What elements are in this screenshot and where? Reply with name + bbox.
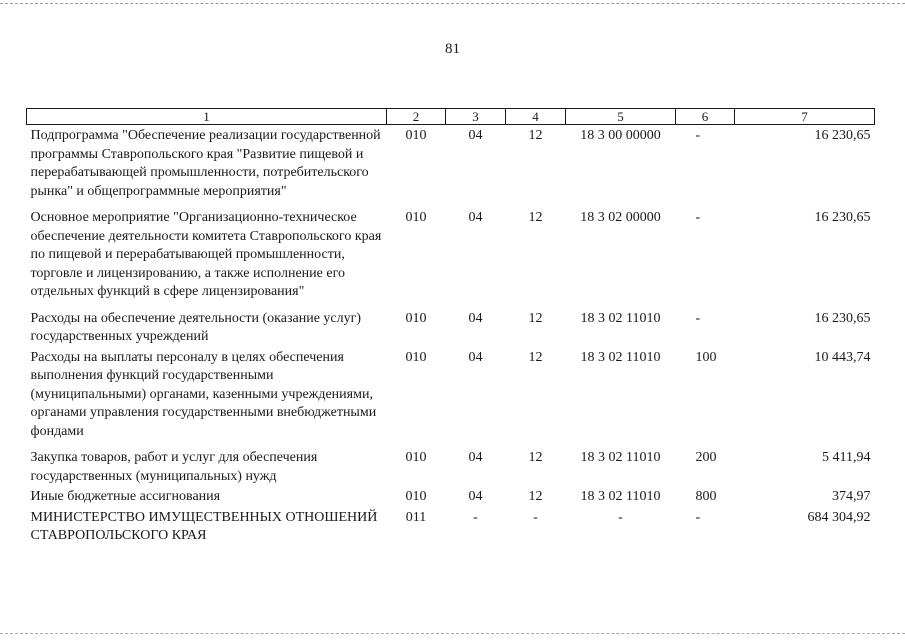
column-header: 3 xyxy=(446,109,506,125)
row-section: 04 xyxy=(468,489,483,504)
row-name: Основное мероприятие "Организационно-техническое обеспечение деятельности комитета Ставропольского края по пищевой и перерабатывающей промышленности, торговле и лицензированию, а также исполнение его отдельных функций в сфере лицензирования" xyxy=(30,210,382,299)
row-subsection: - xyxy=(533,509,538,525)
table-row xyxy=(27,302,875,347)
column-header: 2 xyxy=(387,109,446,125)
column-header: 4 xyxy=(506,109,566,125)
row-target: - xyxy=(618,509,623,525)
row-ministry: 010 xyxy=(405,310,427,326)
row-section: 04 xyxy=(468,450,483,465)
row-expense-type: - xyxy=(695,509,701,525)
row-ministry: 010 xyxy=(405,349,427,365)
row-name: Расходы на обеспечение деятельности (оказание услуг) государственных учреждений xyxy=(30,310,362,344)
row-expense-type: 800 xyxy=(695,489,717,504)
row-ministry: 010 xyxy=(405,489,427,504)
column-header: 7 xyxy=(735,109,875,125)
column-header: 6 xyxy=(676,109,735,125)
row-target: 18 3 02 00000 xyxy=(580,210,661,225)
scan-edge-top xyxy=(0,3,905,4)
header-row xyxy=(27,109,875,125)
column-header: 5 xyxy=(566,109,676,125)
row-subsection: 12 xyxy=(528,210,543,225)
row-target: 18 3 02 11010 xyxy=(580,349,661,365)
row-section: 04 xyxy=(468,128,483,143)
row-subsection: 12 xyxy=(528,489,543,504)
table-row xyxy=(27,201,875,302)
row-target: 18 3 00 00000 xyxy=(580,128,661,143)
row-section: 04 xyxy=(468,210,483,225)
row-target: 18 3 02 11010 xyxy=(580,450,661,465)
row-amount: 16 230,65 xyxy=(814,210,871,225)
row-name: Закупка товаров, работ и услуг для обеспечения государственных (муниципальных) нужд xyxy=(30,450,318,484)
row-amount: 10 443,74 xyxy=(814,349,871,365)
row-expense-type: - xyxy=(695,210,701,225)
scan-edge-bottom xyxy=(0,633,905,634)
row-target: 18 3 02 11010 xyxy=(580,310,661,326)
row-subsection: 12 xyxy=(528,128,543,143)
table-row xyxy=(27,347,875,442)
row-amount: 374,97 xyxy=(832,489,871,504)
row-subsection: 12 xyxy=(528,450,543,465)
row-name: Иные бюджетные ассигнования xyxy=(30,489,221,504)
table-row xyxy=(27,486,875,507)
table-row xyxy=(27,507,875,546)
row-amount: 16 230,65 xyxy=(814,310,871,326)
budget-table xyxy=(26,108,875,546)
row-ministry: 010 xyxy=(405,210,427,225)
row-name: Подпрограмма "Обеспечение реализации государственной программы Ставропольского края "Развитие пищевой и перерабатывающей промышленности, потребительского рынка" и общепрограммные мероприятия" xyxy=(30,128,381,199)
row-section: 04 xyxy=(468,310,483,326)
row-expense-type: - xyxy=(695,128,701,143)
table-row xyxy=(27,125,875,202)
column-header: 1 xyxy=(27,109,387,125)
row-expense-type: 200 xyxy=(695,450,717,465)
row-ministry: 010 xyxy=(405,450,427,465)
row-expense-type: - xyxy=(695,310,701,326)
row-subsection: 12 xyxy=(528,349,543,365)
row-subsection: 12 xyxy=(528,310,543,326)
row-name: МИНИСТЕРСТВО ИМУЩЕСТВЕННЫХ ОТНОШЕНИЙ СТАВРОПОЛЬСКОГО КРАЯ xyxy=(30,509,378,543)
page-number: 81 xyxy=(445,41,460,57)
row-section: - xyxy=(473,509,478,525)
row-ministry: 010 xyxy=(405,128,427,143)
row-expense-type: 100 xyxy=(695,349,717,365)
row-amount: 16 230,65 xyxy=(814,128,871,143)
row-section: 04 xyxy=(468,349,483,365)
row-name: Расходы на выплаты персоналу в целях обеспечения выполнения функций государственными (муниципальными) органами, казенными учреждениями, органами управления государственными внебюджетными фондами xyxy=(30,349,377,439)
table-row xyxy=(27,441,875,486)
row-target: 18 3 02 11010 xyxy=(580,489,661,504)
row-amount: 5 411,94 xyxy=(822,450,871,465)
row-ministry: 011 xyxy=(405,509,427,525)
row-amount: 684 304,92 xyxy=(807,509,871,525)
